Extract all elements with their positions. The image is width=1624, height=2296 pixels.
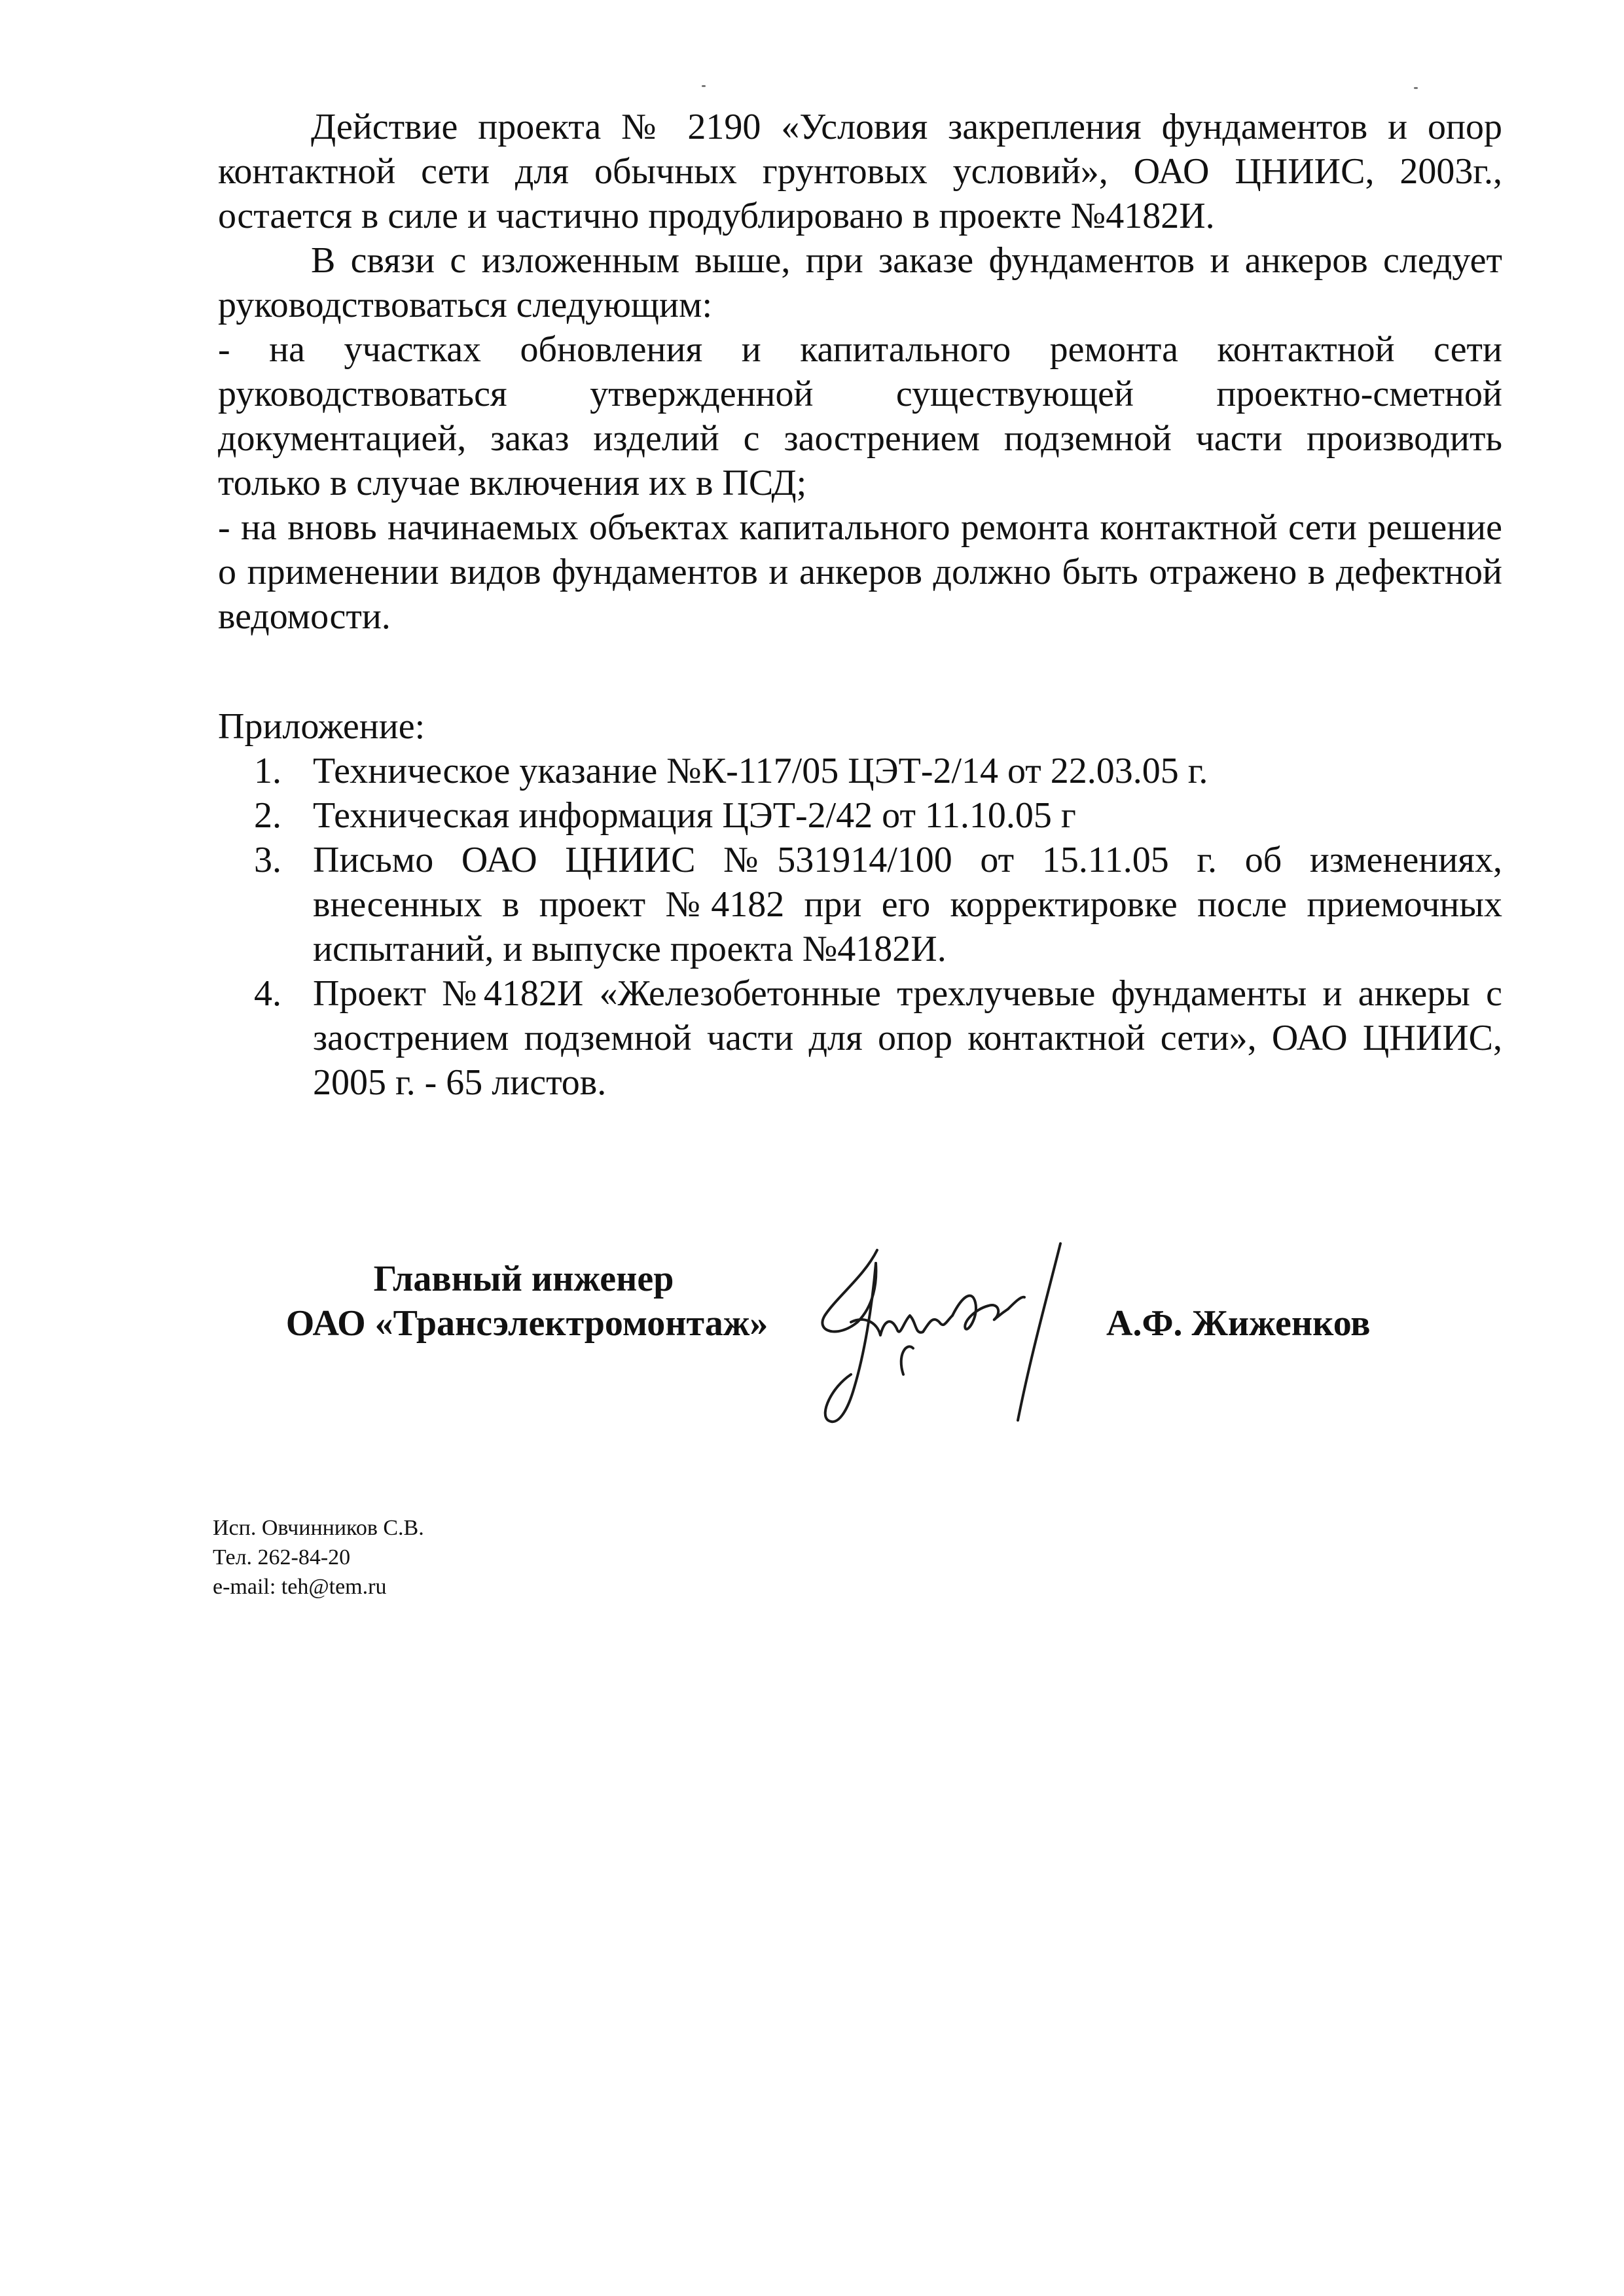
scan-speck — [1414, 87, 1418, 89]
executor-email: e-mail: teh@tem.ru — [213, 1575, 387, 1599]
appendix-item-text: Техническое указание №К-117/05 ЦЭТ-2/14 от 22.03.05 г. — [313, 751, 1208, 791]
appendix-item — [218, 838, 1502, 971]
signer-position: Главный инженер — [373, 1259, 674, 1299]
signer-organization: ОАО «Трансэлектромонтаж» — [285, 1303, 768, 1344]
appendix-item-text: Проект №4182И «Железобетонные трехлучевые фундаменты и анкеры с заострением подземной части для опор контактной сети», ОАО ЦНИИС, 2005 г. - 65 листов. — [313, 973, 1502, 1103]
appendix-item-text: Техническая информация ЦЭТ-2/42 от 11.10.05 г — [313, 795, 1076, 836]
appendix-item-number: 3. — [254, 840, 281, 880]
appendix-item — [218, 749, 1502, 793]
guidance-item-renewal: - на участках обновления и капитального ремонта контактной сети руководствоваться утвержденной существующей проектно-сметной документацией, заказ изделий с заострением подземной части производить только в случае включения их в ПСД; — [218, 329, 1502, 503]
executor-phone: Тел. 262-84-20 — [213, 1545, 351, 1570]
executor-name: Исп. Овчинников С.В. — [213, 1516, 424, 1540]
appendix-item-number: 4. — [254, 973, 281, 1014]
handwritten-signature — [799, 1224, 1100, 1440]
guidance-item-new-objects: - на вновь начинаемых объектах капитального ремонта контактной сети решение о применении видов фундаментов и анкеров должно быть отражено в дефектной ведомости. — [218, 507, 1502, 637]
appendix-item-number: 1. — [254, 751, 281, 791]
signer-name: А.Ф. Жиженков — [1106, 1303, 1371, 1344]
letter-body — [218, 105, 1502, 1105]
paragraph-guidance-intro: В связи с изложенным выше, при заказе фундаментов и анкеров следует руководствоваться следующим: — [218, 240, 1502, 325]
appendix-item-text: Письмо ОАО ЦНИИС №531914/100 от 15.11.05 г. об изменениях, внесенных в проект №4182 при его корректировке после приемочных испытаний, и выпуске проекта №4182И. — [313, 840, 1502, 969]
appendix-item — [218, 793, 1502, 838]
appendix-list — [218, 749, 1502, 1105]
appendix-title: Приложение: — [218, 706, 425, 747]
appendix-item — [218, 971, 1502, 1105]
executor-contacts — [213, 1513, 424, 1602]
appendix-item-number: 2. — [254, 795, 281, 836]
paragraph-project-2190: Действие проекта № 2190 «Условия закрепления фундаментов и опор контактной сети для обычных грунтовых условий», ОАО ЦНИИС, 2003г., остается в силе и частично продублировано в проекте №4182И. — [218, 107, 1502, 236]
scan-speck — [702, 85, 706, 87]
